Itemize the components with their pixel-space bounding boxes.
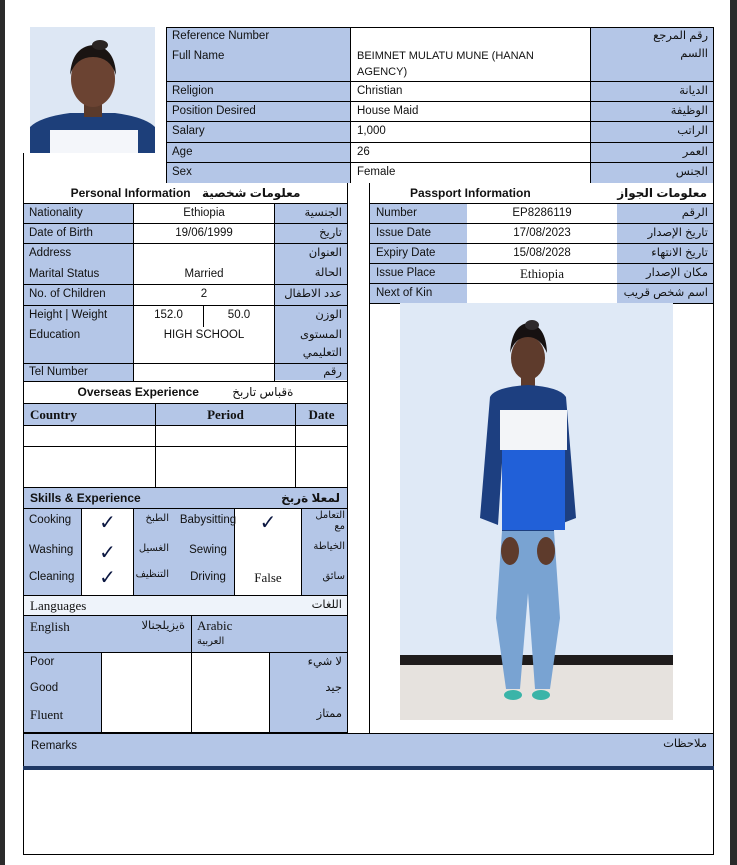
language-english-arabic: ةيزيلجنالا: [141, 620, 185, 632]
height-weight-label: Height | Weight: [29, 309, 108, 321]
skill-babysitting-check-icon: ✓: [259, 510, 277, 534]
children-arabic: عدد الاطفال: [284, 288, 342, 300]
age-value: 26: [357, 146, 370, 158]
children-value: 2: [200, 288, 208, 300]
skill-sewing-arabic: الخياطة: [313, 541, 345, 552]
skill-cooking-arabic: الطبخ: [145, 513, 169, 524]
position-desired-arabic: الوظيفة: [670, 105, 708, 117]
skill-driving-arabic: سائق: [322, 571, 345, 582]
overseas-col-country: Country: [30, 407, 77, 422]
level-good-arabic: جيد: [325, 682, 342, 694]
headshot-photo: [30, 27, 155, 153]
position-desired-value: House Maid: [357, 105, 419, 117]
salary-arabic: الراتب: [677, 125, 708, 137]
nationality-arabic: الجنسية: [304, 207, 342, 219]
dob-value: 19/06/1999: [175, 227, 233, 239]
issue-date-arabic: تاريخ الإصدار: [647, 227, 708, 239]
skill-washing-check-icon: ✓: [99, 540, 116, 564]
language-arabic-arabic: العربية: [197, 636, 225, 647]
issue-place-value: Ethiopia: [519, 266, 565, 281]
skill-babysitting-label: Babysitting: [179, 514, 237, 526]
reference-number-label: Reference Number: [172, 30, 270, 42]
remarks-label: Remarks: [31, 740, 78, 752]
salary-value: 1,000: [357, 125, 386, 137]
issue-date-label: Issue Date: [376, 227, 431, 239]
full-name-arabic: االسم: [680, 48, 708, 60]
dob-arabic: تاريخ: [319, 227, 342, 239]
skill-driving-label: Driving: [190, 571, 226, 583]
religion-arabic: الديانة: [679, 85, 708, 97]
skill-cleaning-arabic: التنظيف: [135, 569, 169, 580]
passport-title-ar: معلومات الجواز: [617, 186, 707, 200]
nationality-value: Ethiopia: [183, 207, 225, 219]
weight-value: 50.0: [227, 309, 251, 321]
tel-number-label: Tel Number: [29, 366, 88, 378]
religion-label: Religion: [172, 85, 214, 97]
next-of-kin-arabic: اسم شخص قريب: [623, 287, 708, 299]
level-good-label: Good: [30, 682, 59, 694]
next-of-kin-value: [467, 284, 617, 286]
level-fluent-arabic: ممتاز: [316, 708, 342, 720]
sex-value: Female: [357, 166, 396, 178]
dob-label: Date of Birth: [29, 227, 93, 239]
religion-value: Christian: [357, 85, 403, 97]
tel-number-arabic: رقم: [323, 366, 342, 378]
personal-info-header: [24, 184, 347, 203]
nationality-label: Nationality: [29, 207, 83, 219]
issue-place-label: Issue Place: [376, 267, 436, 279]
overseas-col-period: Period: [207, 407, 244, 422]
education-label: Education: [29, 329, 81, 341]
level-fluent-label: Fluent: [30, 707, 64, 722]
full-name-label: Full Name: [172, 50, 225, 62]
overseas-title-ar: ةقباس تاربخ: [232, 385, 294, 399]
remarks-field[interactable]: [23, 770, 714, 855]
passport-header: [370, 184, 713, 203]
marital-status-value: Married: [184, 268, 224, 280]
personal-info-title-ar: معلومات شخصية: [201, 186, 301, 200]
address-arabic: العنوان: [308, 247, 342, 259]
skill-babysitting-arabic: التعامل مع: [315, 510, 345, 532]
reference-number-value: [352, 27, 362, 29]
skill-cooking-label: Cooking: [29, 514, 72, 526]
skill-sewing-label: Sewing: [189, 544, 227, 556]
age-arabic: العمر: [682, 146, 708, 158]
cv-page: [5, 0, 730, 865]
reference-number-arabic: رقم المرجع: [653, 30, 708, 42]
full-name-value-line1: BEIMNET MULATU MUNE (HANAN: [357, 50, 534, 62]
issue-place-arabic: مكان الإصدار: [646, 267, 708, 279]
address-label: Address: [29, 247, 72, 259]
salary-label: Salary: [172, 125, 205, 137]
level-poor-label: Poor: [30, 656, 55, 668]
sex-label: Sex: [172, 166, 192, 178]
expiry-date-label: Expiry Date: [376, 247, 436, 259]
skill-cleaning-check-icon: ✓: [99, 565, 116, 589]
personal-info-title: Personal Information: [70, 186, 191, 200]
issue-date-value: 17/08/2023: [513, 227, 571, 239]
expiry-date-value: 15/08/2028: [513, 247, 571, 259]
position-desired-label: Position Desired: [172, 105, 256, 117]
age-label: Age: [172, 146, 193, 158]
skills-title: Skills & Experience: [30, 491, 141, 505]
language-english-label: English: [30, 619, 70, 634]
skill-sewing-value: [235, 541, 301, 543]
full-name-value-line2: AGENCY): [357, 66, 408, 78]
skill-cooking-check-icon: ✓: [99, 510, 116, 534]
expiry-date-arabic: تاريخ الانتهاء: [651, 247, 708, 259]
languages-title: Languages: [30, 598, 87, 613]
education-arabic: المستوى: [299, 329, 342, 341]
next-of-kin-label: Next of Kin: [376, 287, 433, 299]
languages-title-ar: اللغات: [311, 599, 342, 611]
marital-status-arabic: الحالة: [314, 267, 342, 279]
education-arabic-2: التعليمي: [302, 347, 342, 359]
skills-title-ar: لمعلا ةربخ: [281, 491, 340, 505]
overseas-header: [24, 382, 347, 403]
language-arabic-label: Arabic: [197, 618, 233, 633]
tel-number-value: [134, 363, 274, 365]
skill-cleaning-label: Cleaning: [29, 571, 75, 583]
passport-title: Passport Information: [410, 186, 531, 200]
education-value: HIGH SCHOOL: [163, 329, 245, 341]
sex-arabic: الجنس: [675, 166, 708, 178]
skill-driving-value: False: [254, 570, 282, 585]
height-value: 152.0: [154, 309, 183, 321]
full-body-photo: [400, 303, 673, 720]
remarks-value: [28, 774, 38, 776]
overseas-title: Overseas Experience: [77, 385, 199, 399]
passport-number-arabic: الرقم: [681, 207, 708, 219]
skill-washing-arabic: الغسيل: [138, 543, 169, 554]
remarks-label-ar: ملاحظات: [663, 738, 707, 750]
passport-number-value: EP8286119: [512, 207, 572, 219]
marital-status-label: Marital Status: [29, 268, 100, 280]
passport-number-label: Number: [376, 207, 417, 219]
level-poor-arabic: لا شيء: [307, 656, 342, 668]
children-label: No. of Children: [29, 288, 106, 300]
height-weight-arabic: الوزن: [315, 309, 342, 321]
overseas-col-date: Date: [308, 407, 335, 422]
address-value: [134, 244, 274, 246]
skill-washing-label: Washing: [29, 544, 74, 556]
